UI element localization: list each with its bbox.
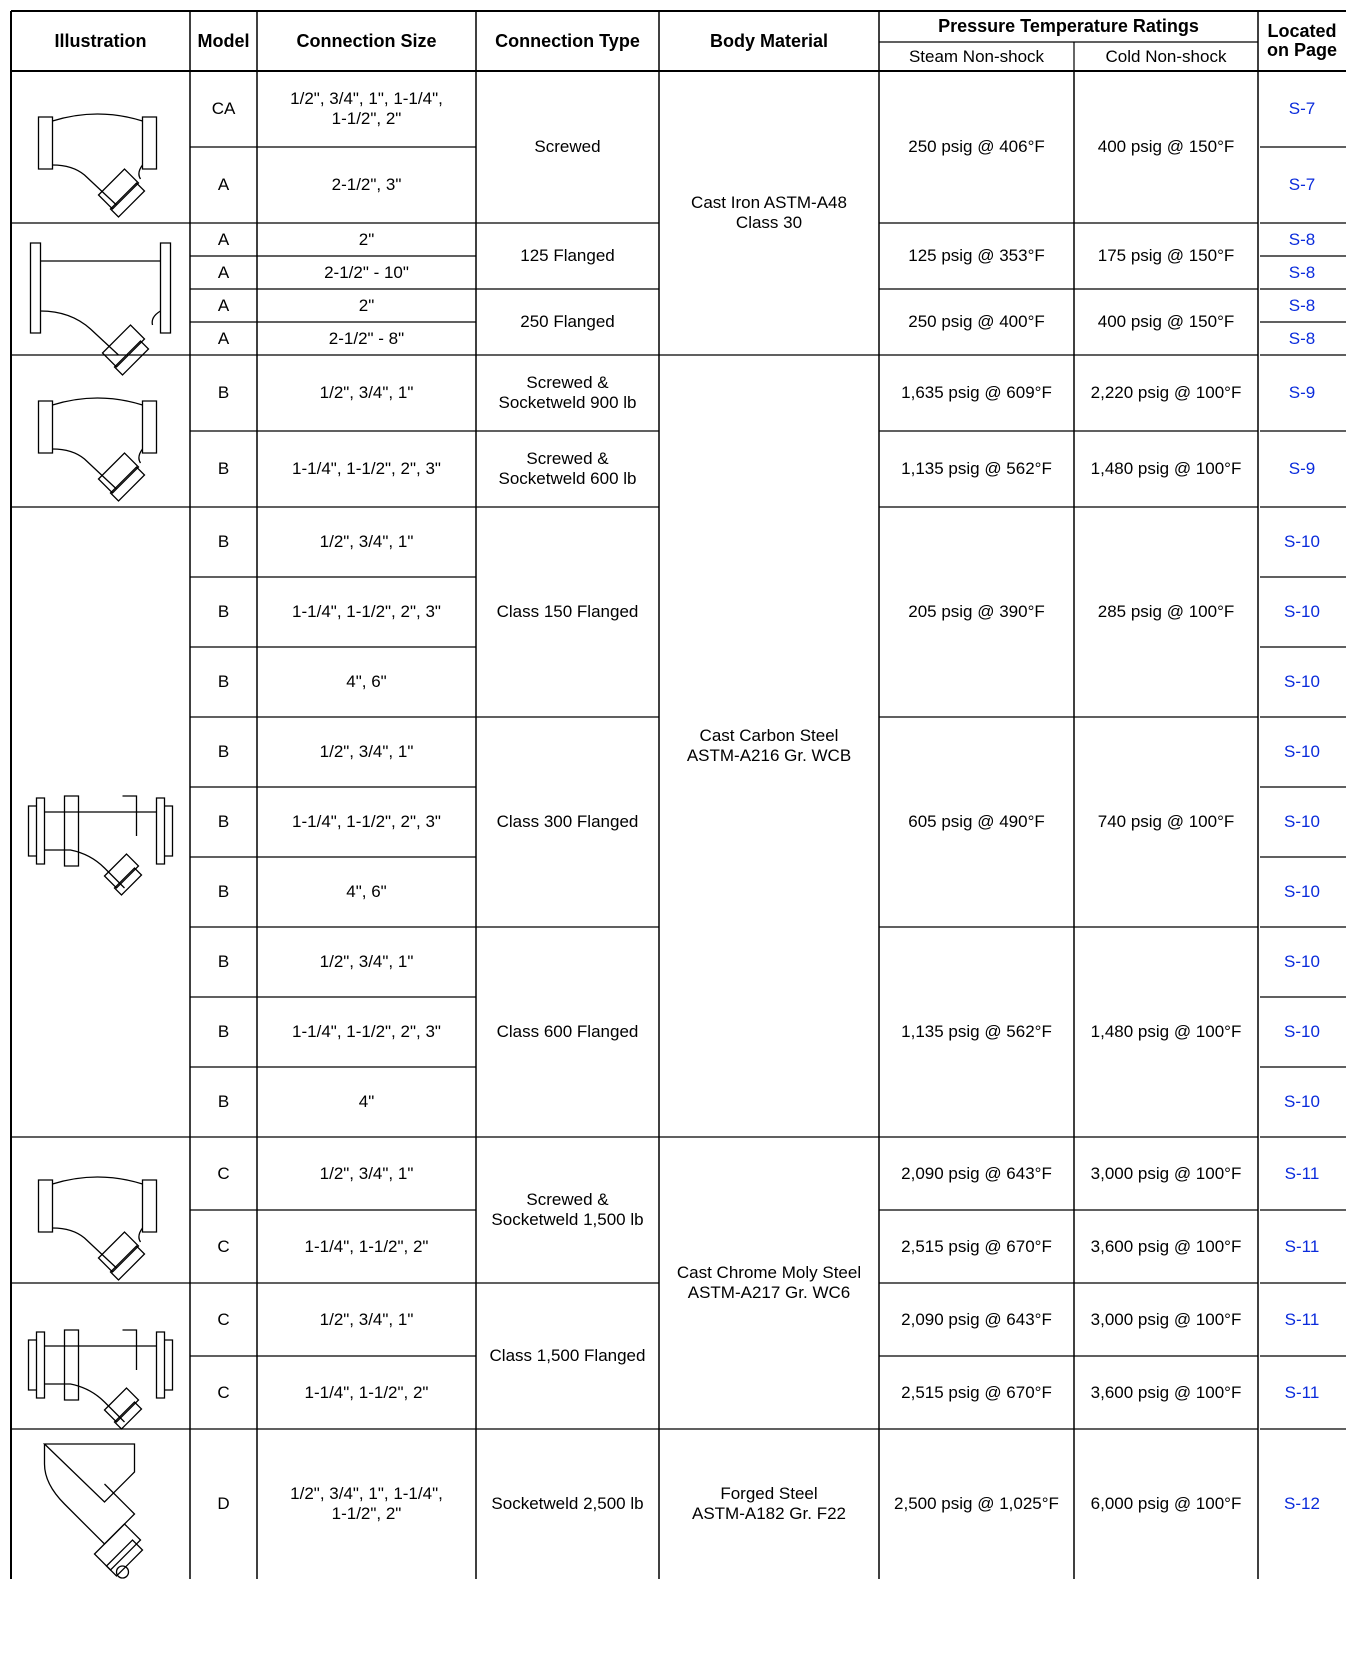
y-strainer-forged-icon: [45, 1444, 143, 1578]
page-link[interactable]: S-10: [1284, 952, 1320, 972]
connection-type-cell: Class 1,500 Flanged: [489, 1346, 646, 1366]
connection-size-cell: 1-1/4", 1-1/2", 2", 3": [292, 602, 441, 622]
model-cell: B: [217, 1022, 230, 1042]
page-link[interactable]: S-10: [1284, 602, 1320, 622]
steam-rating-cell: 125 psig @ 353°F: [908, 246, 1045, 266]
model-cell: A: [217, 229, 230, 249]
model-cell: A: [217, 295, 230, 315]
page-link[interactable]: S-9: [1288, 383, 1316, 403]
connection-type-cell: Socketweld 2,500 lb: [491, 1494, 644, 1514]
page-link[interactable]: S-12: [1284, 1494, 1320, 1514]
steam-rating-cell: 2,515 psig @ 670°F: [901, 1382, 1052, 1402]
connection-size-cell: 2": [358, 295, 375, 315]
model-cell: A: [217, 328, 230, 348]
steam-rating-cell: 2,090 psig @ 643°F: [901, 1309, 1052, 1329]
cold-rating-cell: 1,480 psig @ 100°F: [1090, 1022, 1242, 1042]
steam-rating-cell: 1,135 psig @ 562°F: [901, 459, 1052, 479]
steam-rating-cell: 250 psig @ 400°F: [908, 312, 1045, 332]
header-model: Model: [197, 30, 250, 51]
steam-rating-cell: 605 psig @ 490°F: [908, 812, 1045, 832]
page-link[interactable]: S-8: [1288, 229, 1316, 249]
connection-type-cell: Class 300 Flanged: [496, 812, 639, 832]
connection-size-cell: 2-1/2", 3": [331, 175, 402, 195]
model-cell: C: [217, 1163, 230, 1183]
connection-type-cell: Screwed: [534, 137, 601, 157]
cold-rating-cell: 285 psig @ 100°F: [1097, 602, 1235, 622]
header-cold-non-shock: Cold Non-shock: [1105, 46, 1227, 66]
model-cell: C: [217, 1236, 230, 1256]
connection-size-cell: 4", 6": [346, 672, 387, 692]
connection-type-cell: Screwed & Socketweld 600 lb: [498, 449, 637, 488]
steam-rating-cell: 205 psig @ 390°F: [908, 602, 1045, 622]
connection-size-cell: 2-1/2" - 10": [324, 262, 409, 282]
model-cell: B: [217, 952, 230, 972]
model-cell: D: [217, 1494, 230, 1514]
header-body-material: Body Material: [709, 30, 829, 51]
page-link[interactable]: S-8: [1288, 295, 1316, 315]
connection-type-cell: Screwed & Socketweld 1,500 lb: [491, 1190, 644, 1229]
cold-rating-cell: 3,000 psig @ 100°F: [1090, 1163, 1242, 1183]
body-material-cell: Forged Steel ASTM-A182 Gr. F22: [692, 1484, 846, 1523]
header-pressure-temperature-ratings: Pressure Temperature Ratings: [938, 16, 1199, 37]
cold-rating-cell: 400 psig @ 150°F: [1097, 137, 1235, 157]
page-link[interactable]: S-8: [1288, 262, 1316, 282]
page-link[interactable]: S-11: [1284, 1236, 1320, 1256]
model-cell: B: [217, 459, 230, 479]
header-located-on-page: Located on Page: [1266, 21, 1337, 60]
page-link[interactable]: S-10: [1284, 812, 1320, 832]
cold-rating-cell: 2,220 psig @ 100°F: [1090, 383, 1242, 403]
body-material-cell: Cast Carbon Steel ASTM-A216 Gr. WCB: [686, 726, 852, 765]
body-material-cell: Cast Chrome Moly Steel ASTM-A217 Gr. WC6: [676, 1263, 862, 1302]
header-illustration: Illustration: [54, 30, 147, 51]
header-steam-non-shock: Steam Non-shock: [908, 46, 1045, 66]
steam-rating-cell: 2,500 psig @ 1,025°F: [894, 1494, 1059, 1514]
body-material-cell: Cast Iron ASTM-A48 Class 30: [691, 193, 847, 232]
connection-size-cell: 1/2", 3/4", 1": [319, 1309, 414, 1329]
connection-size-cell: 1-1/4", 1-1/2", 2", 3": [292, 812, 441, 832]
connection-size-cell: 1/2", 3/4", 1": [319, 952, 414, 972]
y-strainer-screwed-icon: [39, 398, 157, 501]
connection-size-cell: 1/2", 3/4", 1": [319, 742, 414, 762]
connection-size-cell: 4": [358, 1092, 375, 1112]
connection-size-cell: 1-1/4", 1-1/2", 2": [304, 1236, 429, 1256]
connection-size-cell: 1-1/4", 1-1/2", 2", 3": [292, 1022, 441, 1042]
model-cell: B: [217, 532, 230, 552]
page-link[interactable]: S-7: [1288, 175, 1316, 195]
model-cell: C: [217, 1309, 230, 1329]
page-link[interactable]: S-11: [1284, 1309, 1320, 1329]
page-link[interactable]: S-11: [1284, 1382, 1320, 1402]
header-connection-size: Connection Size: [296, 30, 437, 51]
cold-rating-cell: 3,600 psig @ 100°F: [1090, 1236, 1242, 1256]
connection-size-cell: 1/2", 3/4", 1", 1-1/4", 1-1/2", 2": [290, 1484, 443, 1523]
connection-size-cell: 2": [358, 229, 375, 249]
connection-size-cell: 4", 6": [346, 882, 387, 902]
connection-size-cell: 2-1/2" - 8": [328, 328, 405, 348]
model-cell: B: [217, 812, 230, 832]
y-strainer-flanged-bolted-icon: [29, 796, 173, 895]
y-strainer-screwed-icon: [39, 1177, 157, 1280]
steam-rating-cell: 2,515 psig @ 670°F: [901, 1236, 1052, 1256]
page-link[interactable]: S-11: [1284, 1163, 1320, 1183]
model-cell: B: [217, 882, 230, 902]
cold-rating-cell: 400 psig @ 150°F: [1097, 312, 1235, 332]
connection-size-cell: 1-1/4", 1-1/2", 2": [304, 1382, 429, 1402]
page-link[interactable]: S-10: [1284, 672, 1320, 692]
cold-rating-cell: 1,480 psig @ 100°F: [1090, 459, 1242, 479]
steam-rating-cell: 250 psig @ 406°F: [908, 137, 1045, 157]
cold-rating-cell: 3,000 psig @ 100°F: [1090, 1309, 1242, 1329]
page-link[interactable]: S-10: [1284, 532, 1320, 552]
y-strainer-screwed-icon: [39, 114, 157, 217]
model-cell: A: [217, 262, 230, 282]
connection-size-cell: 1/2", 3/4", 1": [319, 383, 414, 403]
cold-rating-cell: 740 psig @ 100°F: [1097, 812, 1235, 832]
model-cell: CA: [211, 99, 236, 119]
connection-type-cell: Class 150 Flanged: [496, 602, 639, 622]
model-cell: B: [217, 672, 230, 692]
connection-type-cell: Class 600 Flanged: [496, 1022, 639, 1042]
page-link[interactable]: S-10: [1284, 742, 1320, 762]
y-strainer-flanged-bolted-icon: [29, 1330, 173, 1429]
connection-type-cell: 125 Flanged: [520, 246, 615, 266]
page-link[interactable]: S-10: [1284, 1022, 1320, 1042]
cold-rating-cell: 175 psig @ 150°F: [1097, 246, 1235, 266]
page-link[interactable]: S-9: [1288, 459, 1316, 479]
steam-rating-cell: 1,135 psig @ 562°F: [901, 1022, 1052, 1042]
page-link[interactable]: S-8: [1288, 328, 1316, 348]
connection-size-cell: 1/2", 3/4", 1", 1-1/4", 1-1/2", 2": [290, 89, 443, 128]
connection-size-cell: 1-1/4", 1-1/2", 2", 3": [292, 459, 441, 479]
steam-rating-cell: 2,090 psig @ 643°F: [901, 1163, 1052, 1183]
model-cell: B: [217, 742, 230, 762]
model-cell: B: [217, 602, 230, 622]
connection-size-cell: 1/2", 3/4", 1": [319, 1163, 414, 1183]
page-link[interactable]: S-10: [1284, 1092, 1320, 1112]
connection-type-cell: 250 Flanged: [520, 312, 615, 332]
page-link[interactable]: S-10: [1284, 882, 1320, 902]
connection-size-cell: 1/2", 3/4", 1": [319, 532, 414, 552]
cold-rating-cell: 6,000 psig @ 100°F: [1090, 1494, 1242, 1514]
steam-rating-cell: 1,635 psig @ 609°F: [901, 383, 1052, 403]
model-cell: A: [217, 175, 230, 195]
page-link[interactable]: S-7: [1288, 99, 1316, 119]
model-cell: C: [217, 1382, 230, 1402]
cold-rating-cell: 3,600 psig @ 100°F: [1090, 1382, 1242, 1402]
model-cell: B: [217, 1092, 230, 1112]
connection-type-cell: Screwed & Socketweld 900 lb: [498, 373, 637, 412]
model-cell: B: [217, 383, 230, 403]
header-connection-type: Connection Type: [495, 30, 640, 51]
